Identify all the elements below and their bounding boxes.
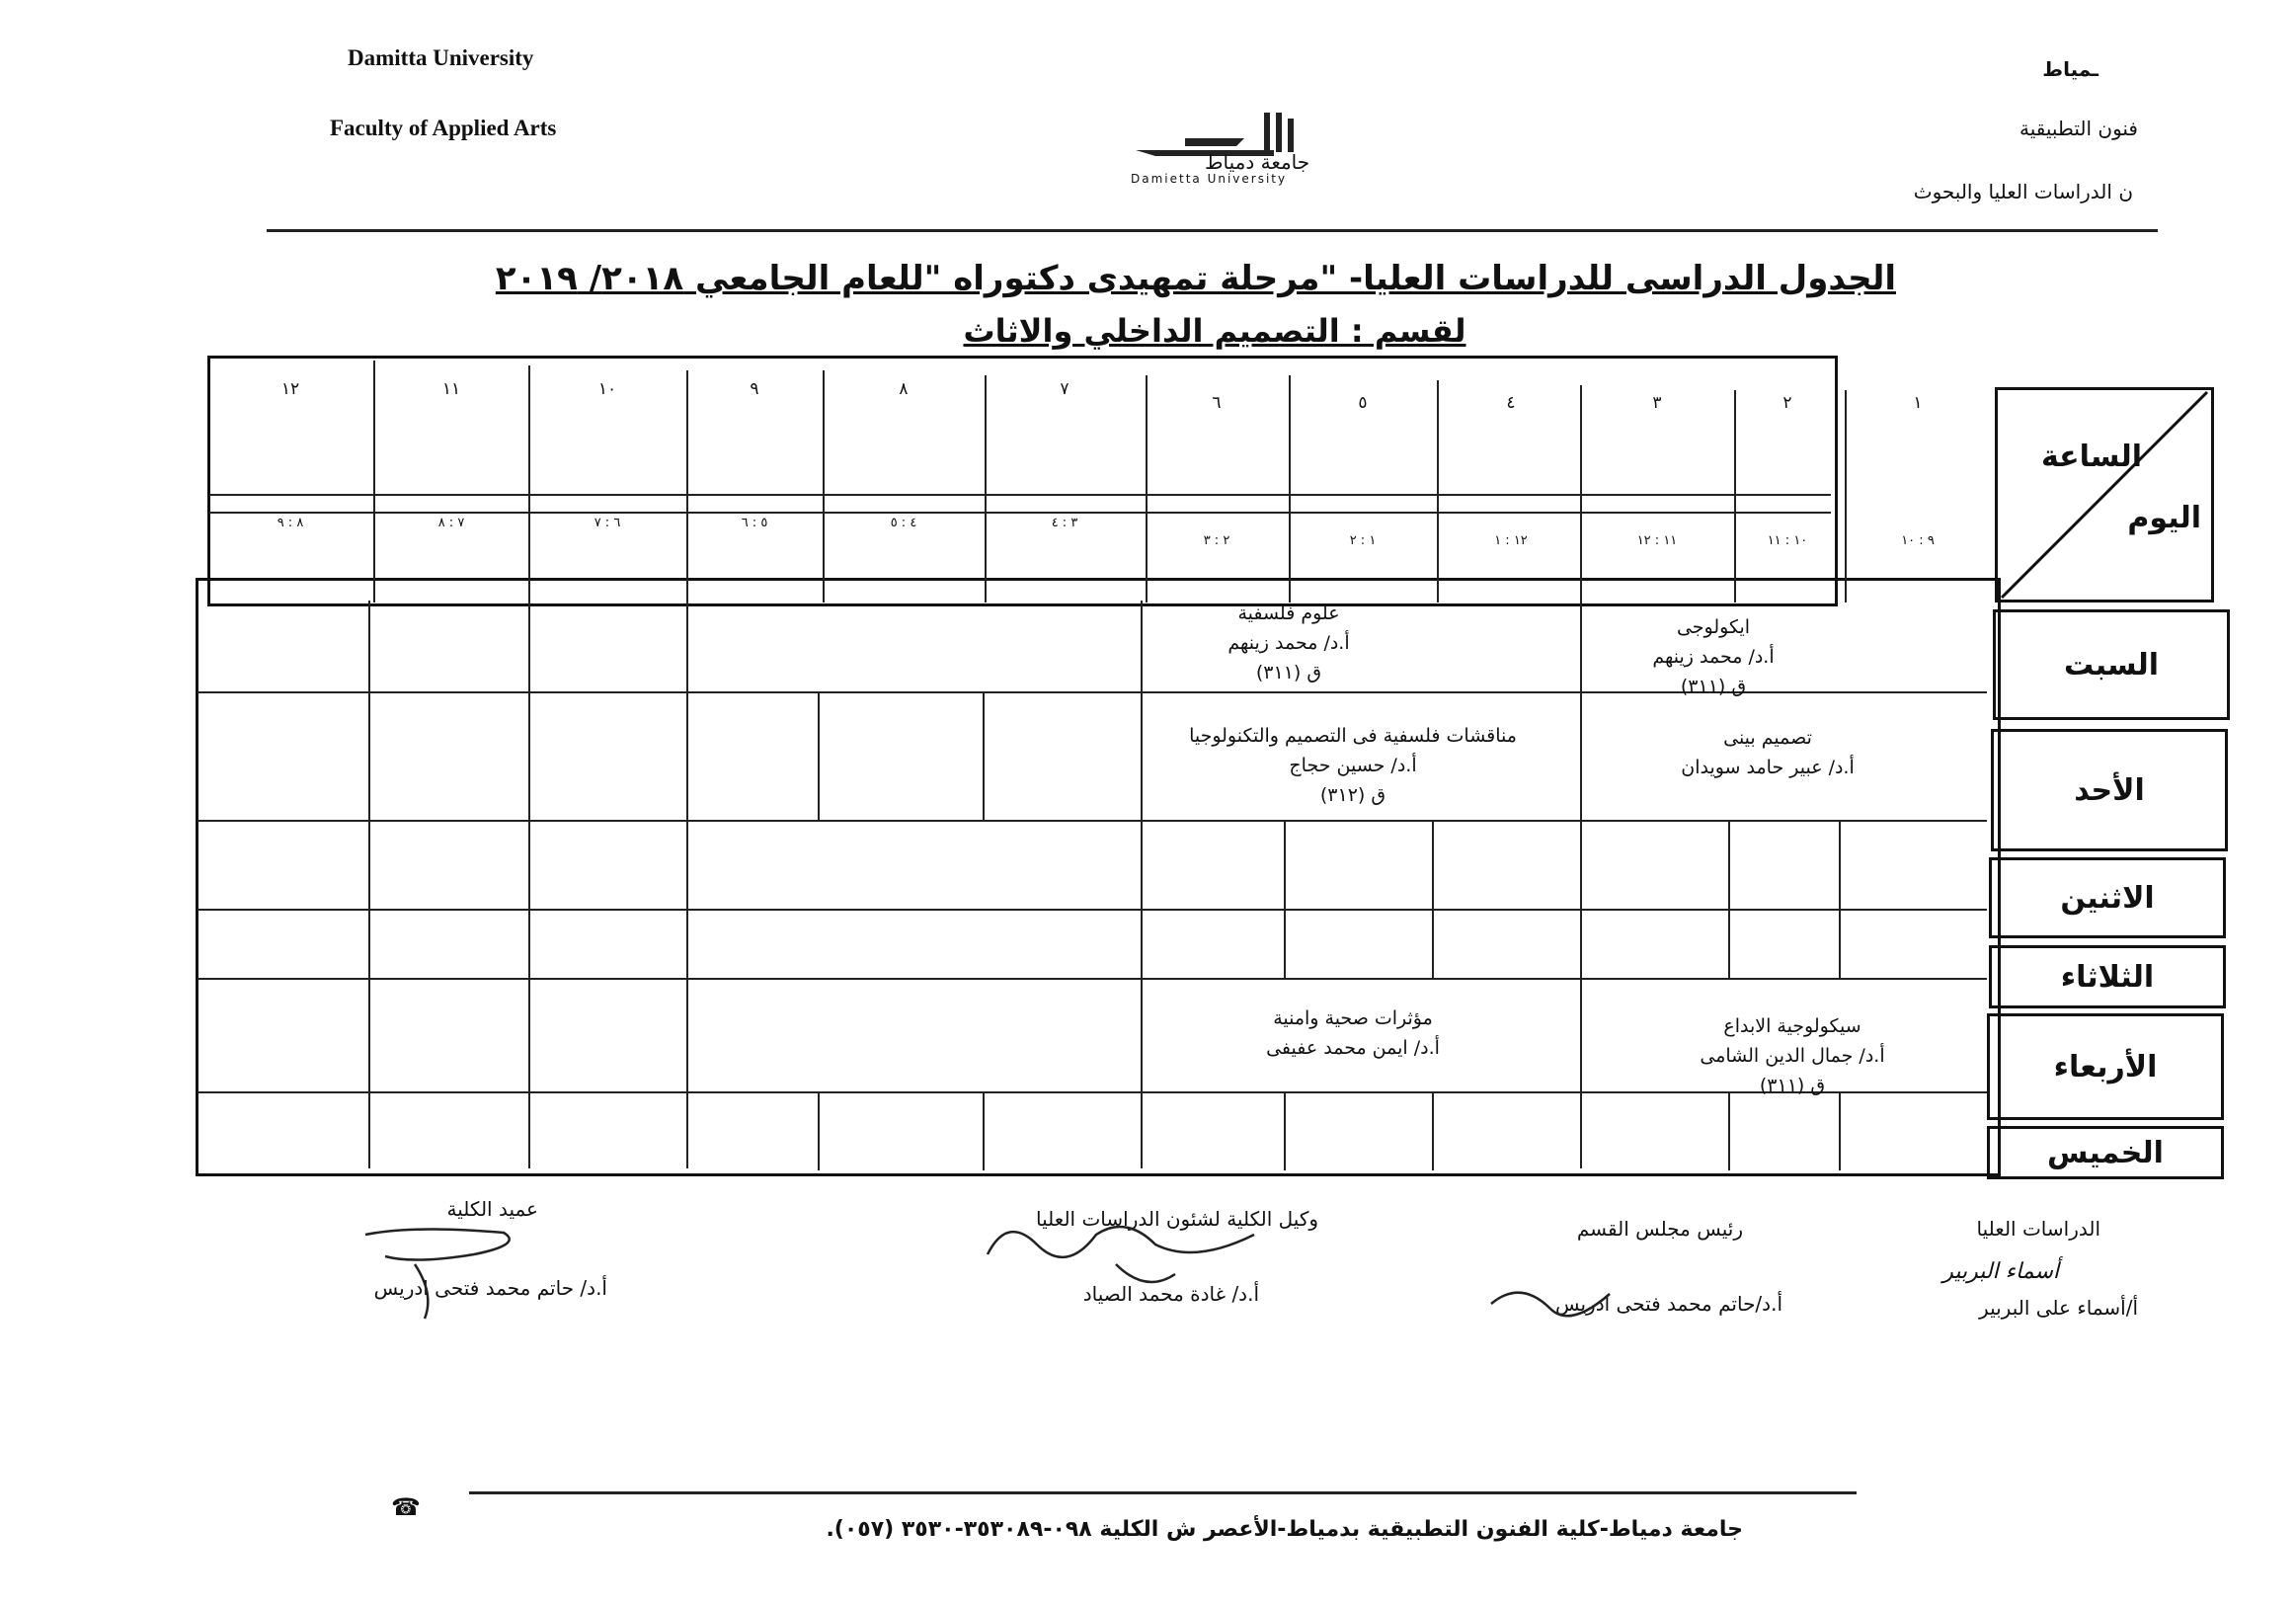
corner-cell (1995, 387, 2214, 602)
session-wed-1: سيكولوجية الابداع أ.د/ جمال الدين الشامى ق (٣١١) (1700, 1015, 1885, 1096)
slot-number: ١ (1913, 393, 1923, 413)
footer-divider (469, 1491, 1857, 1494)
sig-grad-name: أ/أسماء على البربير (1979, 1296, 2138, 1320)
sig-grad-handwriting: أسماء البربير (1942, 1259, 2059, 1284)
slot-number: ٧ (1060, 379, 1069, 399)
logo-text-en: Damietta University (1131, 172, 1288, 186)
session-sun-1: تصميم بينى أ.د/ عبير حامد سويدان (1681, 727, 1855, 778)
sig-dean-title: عميد الكلية (446, 1197, 538, 1221)
dept-head-signature-icon (1481, 1274, 1629, 1333)
session-sun-2: مناقشات فلسفية فى التصميم والتكنولوجيا أ.د/ حسين حجاج ق (٣١٢) (1189, 725, 1517, 806)
dean-signature-icon (356, 1205, 553, 1324)
day-saturday: السبت (1993, 609, 2230, 720)
sig-dept-title: رئيس مجلس القسم (1576, 1217, 1743, 1241)
slot-number: ٣ (1652, 393, 1662, 413)
sig-grad-title: الدراسات العليا (1976, 1217, 2100, 1241)
sig-vice-title: وكيل الكلية لشئون الدراسات العليا (1036, 1207, 1318, 1231)
slot-time: ٢ : ٣ (1203, 533, 1230, 548)
sig-dept-name: أ.د/حاتم محمد فتحى ادريس (1554, 1292, 1782, 1316)
session-wed-2: مؤثرات صحية وامنية أ.د/ ايمن محمد عفيفى (1266, 1007, 1440, 1059)
day-sunday: الأحد (1991, 729, 2228, 851)
header-right-line2: فنون التطبيقية (2019, 117, 2138, 140)
day-wednesday: الأربعاء (1987, 1013, 2224, 1120)
telephone-icon: ☎ (391, 1493, 421, 1521)
session-sat-2: علوم فلسفية أ.د/ محمد زينهم ق (٣١١) (1227, 602, 1350, 683)
faculty-name-en: Faculty of Applied Arts (330, 116, 557, 140)
slot-time: ١١ : ١٢ (1636, 533, 1678, 548)
slot-number: ٢ (1782, 393, 1792, 413)
slot-time: ٣ : ٤ (1051, 516, 1078, 530)
slot-number: ٤ (1506, 393, 1516, 413)
day-tuesday: الثلاثاء (1989, 945, 2226, 1008)
slot-time: ١٠ : ١١ (1767, 533, 1808, 548)
slot-number: ١١ (441, 379, 461, 399)
header-right-line3: ن الدراسات العليا والبحوث (1913, 180, 2133, 203)
footer-address: جامعة دمياط-كلية الفنون التطبيقية بدمياط-الأعصر ش الكلية ٠٩٨-٣٥٣٠٨٩-٣٥٣٠ (٠٥٧). (826, 1517, 1743, 1542)
slot-time: ٥ : ٦ (741, 516, 768, 530)
header-right-line1: ـمياط (2042, 57, 2098, 81)
slot-time: ١٢ : ١ (1494, 533, 1528, 548)
slot-number: ٨ (899, 379, 909, 399)
header-divider (267, 229, 2158, 232)
slot-number: ٦ (1212, 393, 1222, 413)
department-title: لقسم : التصميم الداخلي والاثاث (963, 312, 1466, 350)
vice-dean-signature-icon (978, 1205, 1274, 1314)
slot-time: ٦ : ٧ (594, 516, 621, 530)
slot-number: ١٢ (280, 379, 300, 399)
slot-number: ٩ (750, 379, 759, 399)
slot-time: ٨ : ٩ (277, 516, 304, 530)
slot-time: ٩ : ١٠ (1901, 533, 1935, 548)
university-name-en: Damitta University (348, 45, 534, 70)
slot-time: ١ : ٢ (1349, 533, 1377, 548)
slot-number: ١٠ (597, 379, 617, 399)
sig-dean-name: أ.د/ حاتم محمد فتحى ادريس (373, 1276, 607, 1300)
page-title: الجدول الدراسى للدراسات العليا- "مرحلة تمهيدى دكتوراه "للعام الجامعي ٢٠١٨/ ٢٠١٩ (495, 259, 1896, 298)
corner-hour-label: الساعة (2040, 440, 2142, 474)
university-logo (1126, 111, 1442, 190)
slot-time: ٤ : ٥ (890, 516, 917, 530)
corner-day-label: اليوم (2127, 501, 2201, 535)
session-sat-1: ايكولوجى أ.د/ محمد زينهم ق (٣١١) (1652, 616, 1775, 697)
sig-vice-name: أ.د/ غادة محمد الصياد (1082, 1282, 1259, 1306)
logo-text-ar: جامعة دمياط (1205, 150, 1310, 174)
day-thursday: الخميس (1987, 1126, 2224, 1179)
day-monday: الاثنين (1989, 857, 2226, 938)
slot-number: ٥ (1358, 393, 1368, 413)
slot-time: ٧ : ٨ (437, 516, 465, 530)
